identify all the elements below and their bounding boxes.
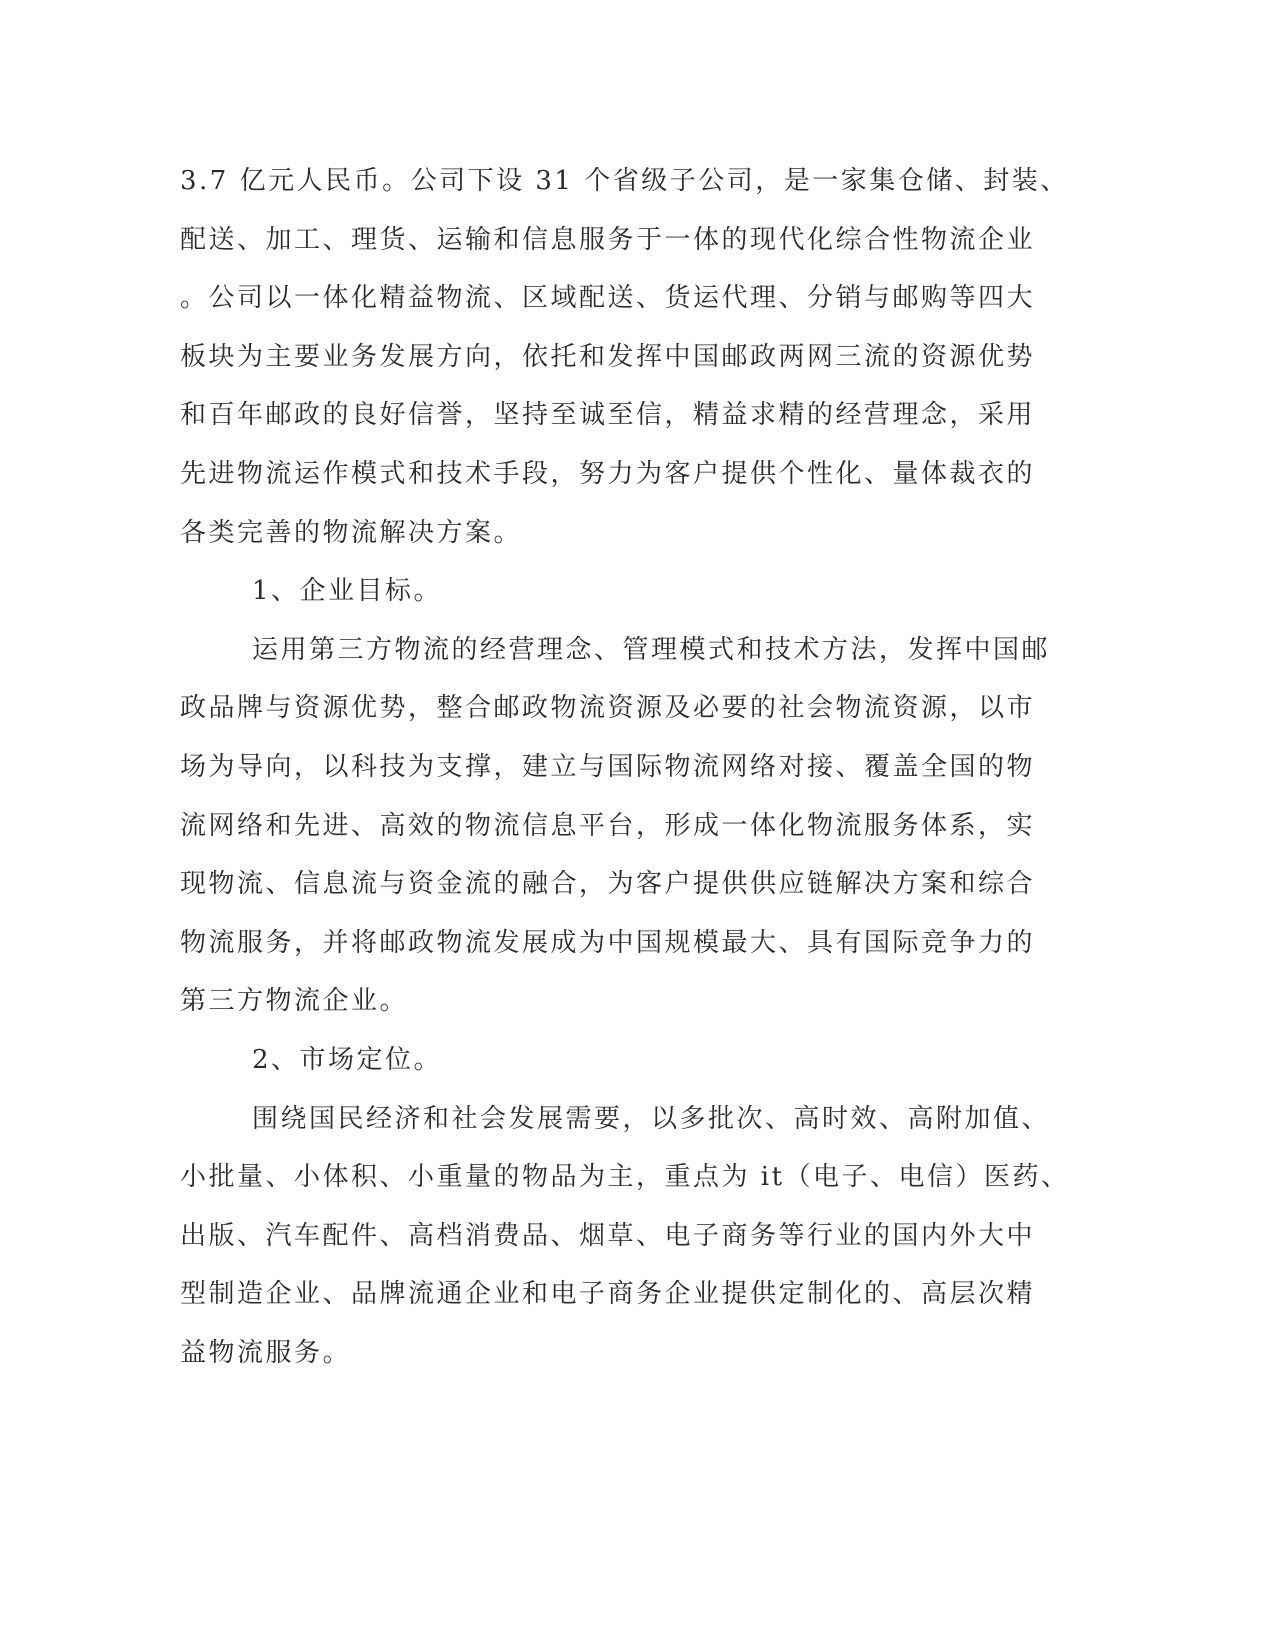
section-heading: 1、企业目标。 xyxy=(252,576,443,607)
text-line: 小批量、小体积、小重量的物品为主，重点为 it（电子、电信）医药、 xyxy=(180,1162,1070,1193)
text-line: 3.7 亿元人民币。公司下设 31 个省级子公司，是一家集仓储、封装、 xyxy=(180,166,1069,196)
text-line: 第三方物流企业。 xyxy=(180,986,409,1017)
text-line: 型制造企业、品牌流通企业和电子商务企业提供定制化的、高层次精 xyxy=(180,1279,1036,1310)
text-line: 现物流、信息流与资金流的融合，为客户提供供应链解决方案和综合 xyxy=(180,869,1036,900)
text-line: 出版、汽车配件、高档消费品、烟草、电子商务等行业的国内外大中 xyxy=(180,1220,1036,1251)
section-heading: 2、市场定位。 xyxy=(252,1044,443,1075)
text-line: 政品牌与资源优势，整合邮政物流资源及必要的社会物流资源，以市 xyxy=(180,693,1036,724)
text-line: 运用第三方物流的经营理念、管理模式和技术方法，发挥中国邮 xyxy=(252,634,1051,665)
text-line: 流网络和先进、高效的物流信息平台，形成一体化物流服务体系，实 xyxy=(180,810,1036,841)
text-line: 各类完善的物流解决方案。 xyxy=(180,517,523,548)
body-text xyxy=(180,152,1070,1382)
text-line: 围绕国民经济和社会发展需要，以多批次、高时效、高附加值、 xyxy=(252,1103,1051,1134)
text-line: 和百年邮政的良好信誉，坚持至诚至信，精益求精的经营理念，采用 xyxy=(180,400,1036,431)
text-line: 场为导向，以科技为支撑，建立与国际物流网络对接、覆盖全国的物 xyxy=(180,751,1036,782)
text-line: 板块为主要业务发展方向，依托和发挥中国邮政两网三流的资源优势 xyxy=(180,341,1036,372)
text-line: 先进物流运作模式和技术手段，努力为客户提供个性化、量体裁衣的 xyxy=(180,458,1036,489)
text-line: 配送、加工、理货、运输和信息服务于一体的现代化综合性物流企业 xyxy=(180,224,1036,255)
text-line: 益物流服务。 xyxy=(180,1337,352,1368)
text-line: 物流服务，并将邮政物流发展成为中国规模最大、具有国际竞争力的 xyxy=(180,927,1036,958)
text-line: 。公司以一体化精益物流、区域配送、货运代理、分销与邮购等四大 xyxy=(180,283,1036,314)
